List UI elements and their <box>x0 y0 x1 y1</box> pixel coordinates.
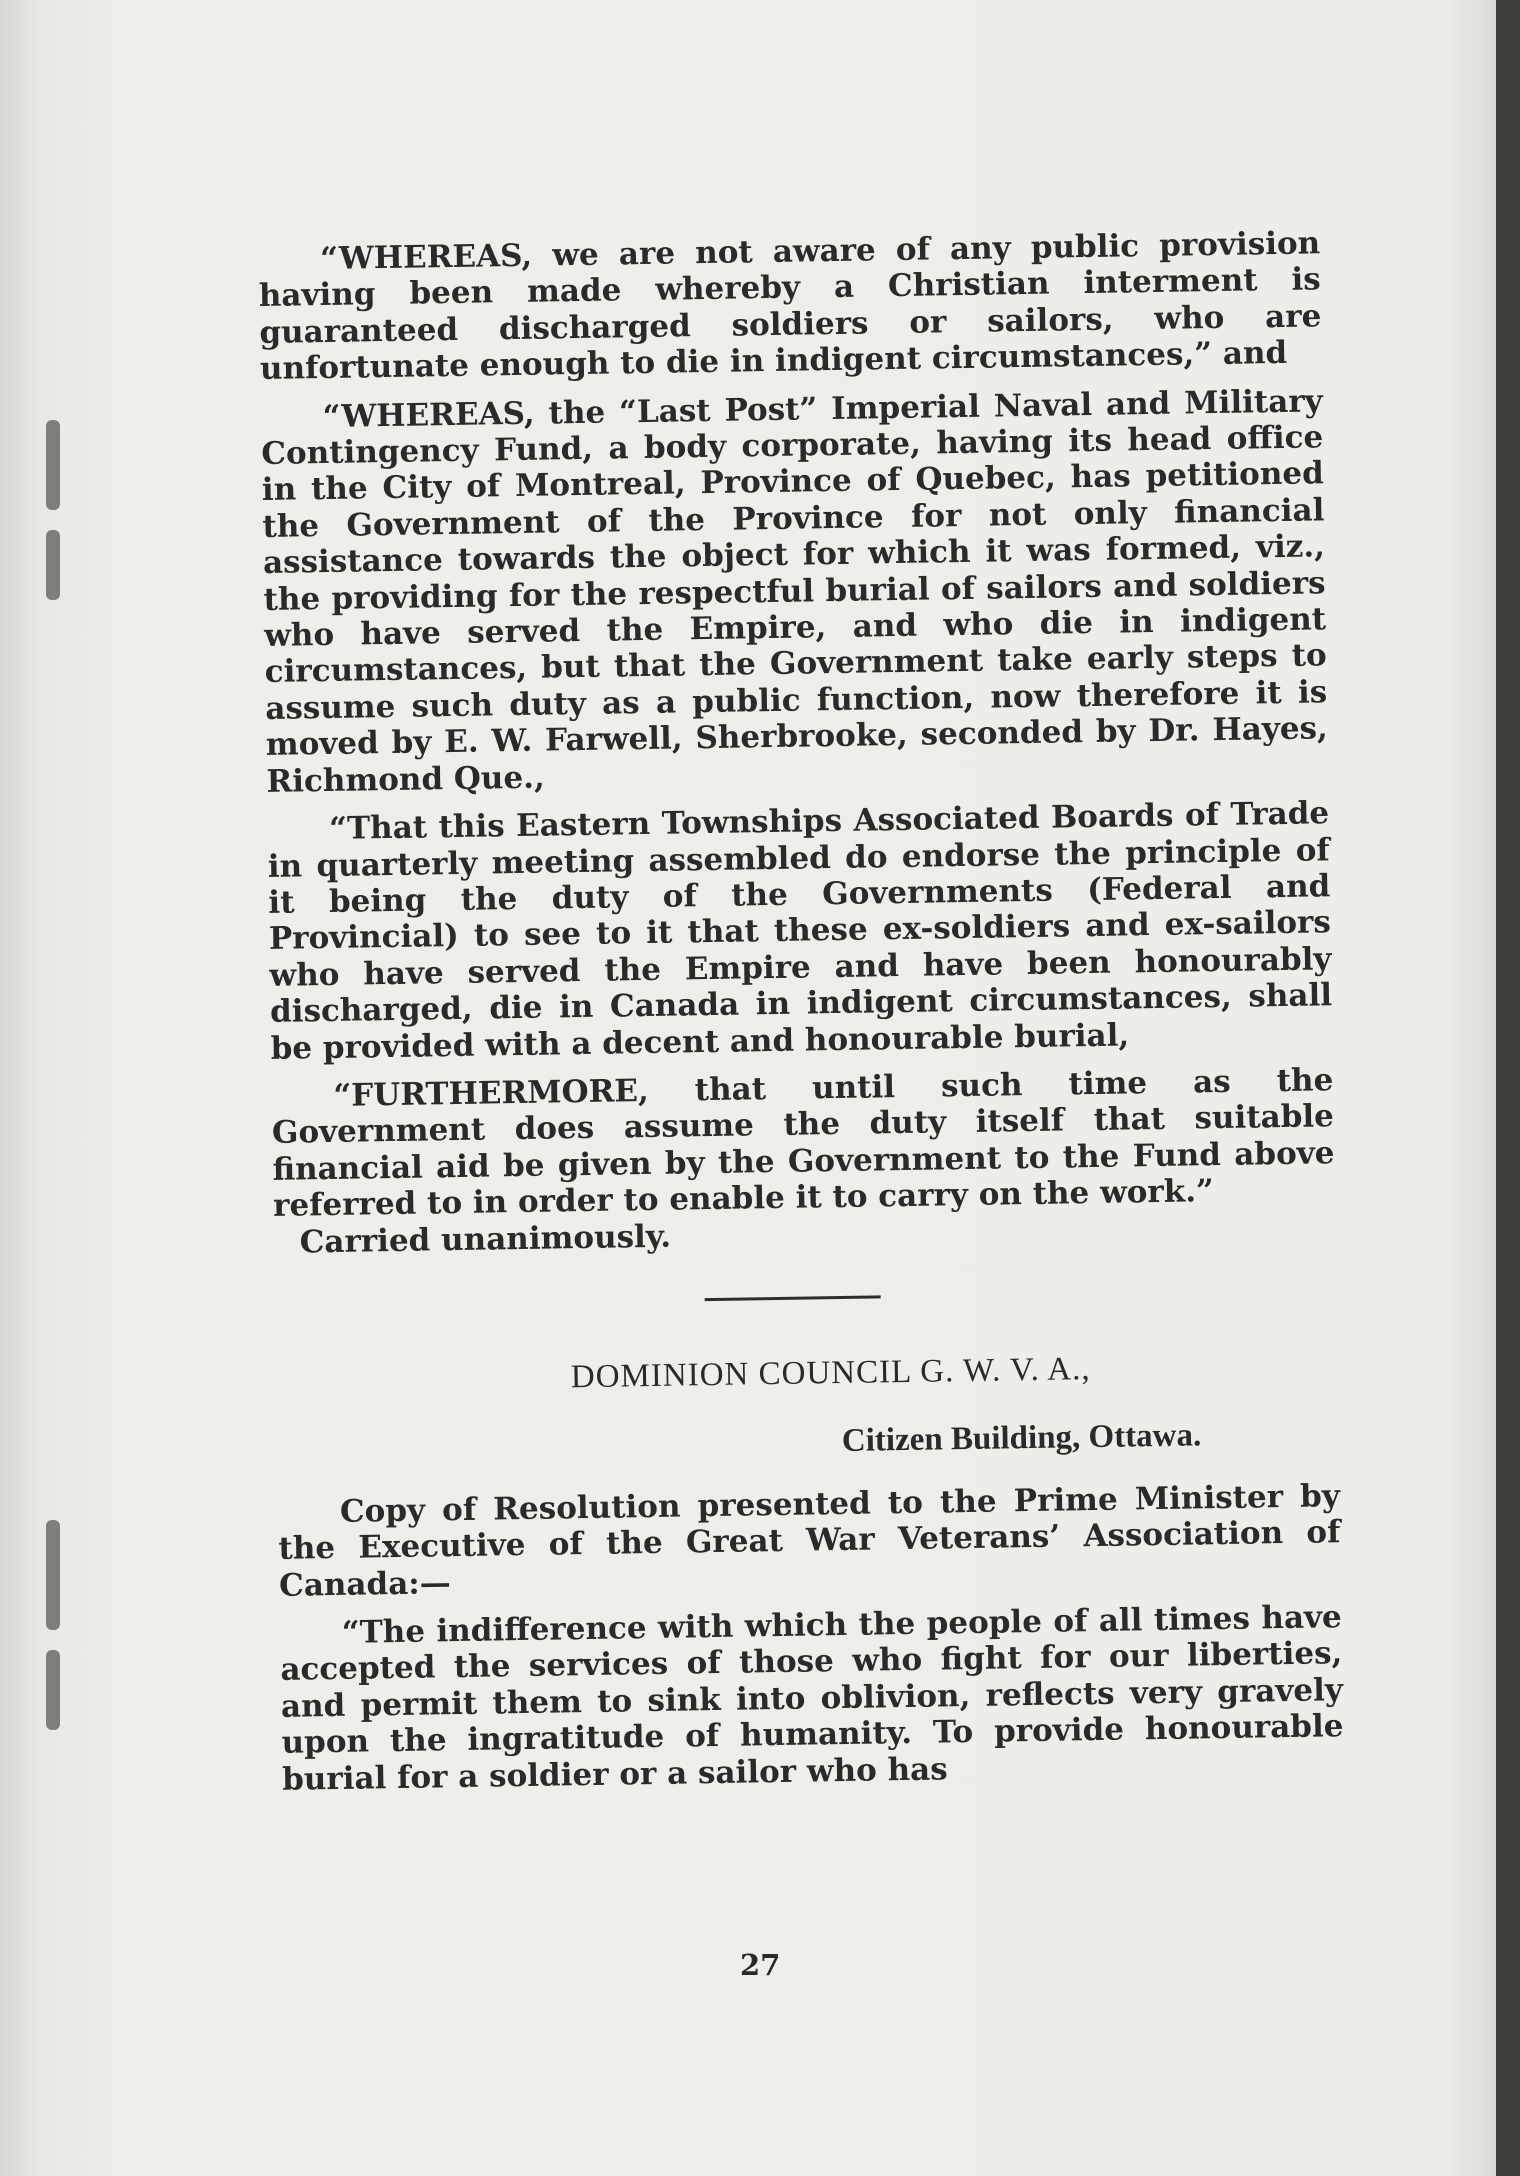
resolution-quote: “The indifference with which the people of all times have accepted the services of those who fight for our liberties, and permit them to sink into oblivion, reflects very gravely upon the ingratitude of humanity. To provide honourable burial for a soldier or a sailor who has <box>280 1599 1344 1798</box>
page-number: 27 <box>740 1948 781 1982</box>
binding-mark <box>46 530 60 600</box>
section-divider <box>705 1295 881 1301</box>
resolution-intro: Copy of Resolution presented to the Prime Minister by the Executive of the Great War Veterans’ Association of Canada:— <box>278 1477 1341 1604</box>
whereas-paragraph-2: “WHEREAS, the “Last Post” Imperial Naval and Military Contingency Fund, a body corporate, having its head office in the City of Montreal, Province of Quebec, has petitioned the Government of the Province for not only financial assistance towards the object for which it was formed, viz., the providing for the respectful burial of sailors and soldiers who have served the Empire, and who die in indigent circumstances, but that the Government take early steps to assume such duty as a public function, now therefore it is moved by E. W. Farwell, Sherbrooke, seconded by Dr. Hayes, Richmond Que., <box>261 382 1329 800</box>
binding-mark <box>46 1520 60 1630</box>
carried-line: Carried unanimously. <box>299 1218 672 1261</box>
page-content <box>258 225 1344 1810</box>
furthermore-paragraph: “FURTHERMORE, that until such time as the Government does assume the duty itself that suitable financial aid be given by the Government to the Fund above referred to in order to enable it to carry on the work.” <box>271 1062 1335 1225</box>
whereas-paragraph-1: “WHEREAS, we are not aware of any public provision having been made whereby a Christian interment is guaranteed discharged soldiers or sailors, who are unfortunate enough to die in indigent circumstances,” and <box>258 225 1322 388</box>
binding-mark <box>46 420 60 510</box>
council-heading: DOMINION COUNCIL G. W. V. A., <box>570 1351 1091 1396</box>
binding-mark <box>46 1650 60 1730</box>
resolution-paragraph: “That this Eastern Townships Associated Boards of Trade in quarterly meeting assembled do endorse the principle of it being the duty of the Governments (Federal and Provincial) to see to it that these ex-soldiers and ex-sailors who have served the Empire and have been honourably discharged, die in Canada in indigent circumstances, shall be provided with a decent and honourable burial, <box>267 795 1333 1067</box>
council-address: Citizen Building, Ottawa. <box>841 1417 1202 1460</box>
